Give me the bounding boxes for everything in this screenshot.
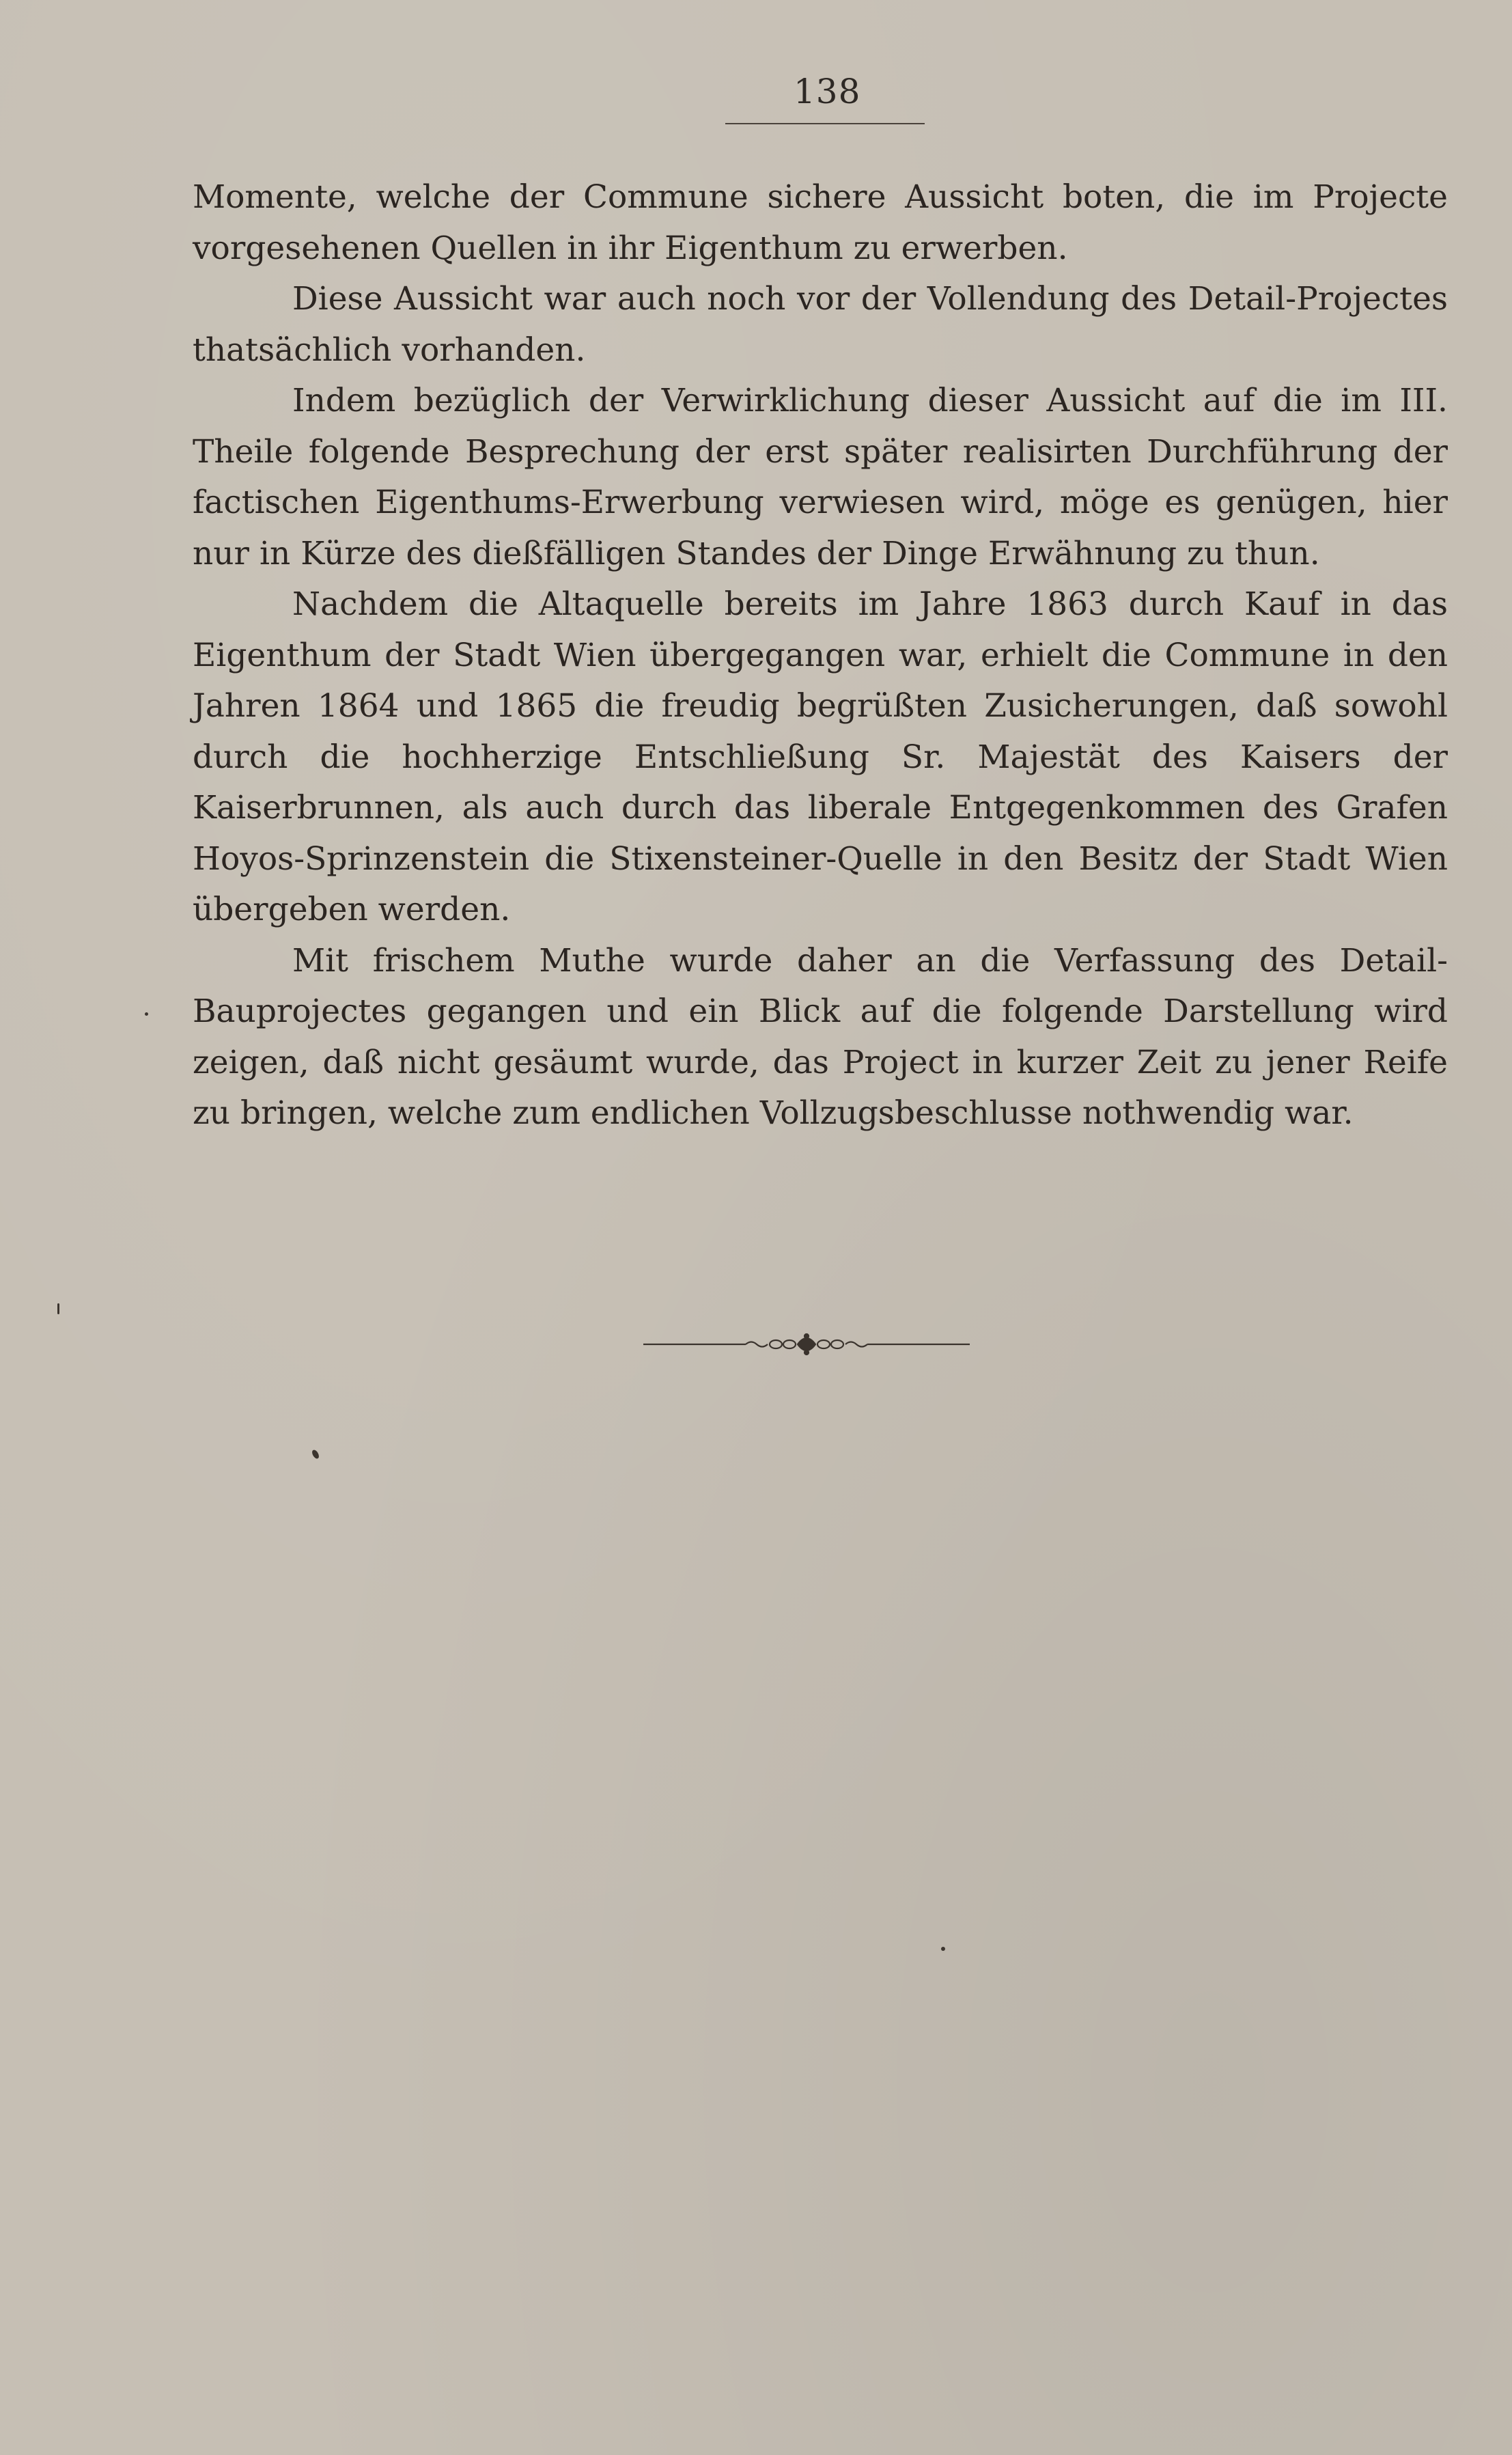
- paragraph: Indem bezüglich der Verwirklichung dieser Aussicht auf die im III. Theile folgende Besprechung der erst später realisirten Durchführung der factischen Eigenthums-Erwerbung verwiesen wird, möge es genügen, hier nur in Kürze des dießfälligen Standes der Dinge Erwähnung zu thun.: [193, 382, 1448, 572]
- page-number: 138: [794, 72, 861, 111]
- section-end-ornament: [643, 1331, 970, 1358]
- paper-speck: [311, 1449, 320, 1460]
- paper-speck: [145, 1012, 148, 1016]
- paragraph: Nachdem die Altaquelle bereits im Jahre 1863 durch Kauf in das Eigenthum der Stadt Wien übergegangen war, erhielt die Commune in den Jahren 1864 und 1865 die freudig begrüßten Zusicherungen, daß sowohl durch die hochherzige Entschließung Sr. Majestät des Kaisers der Kaiserbrunnen, als auch durch das liberale Entgegenkommen des Grafen Hoyos-Sprinzenstein die Stixensteiner-Quelle in den Besitz der Stadt Wien übergeben werden.: [193, 585, 1448, 928]
- paragraph: Mit frischem Muthe wurde daher an die Verfassung des Detail-Bauprojectes gegangen und ein Blick auf die folgende Darstellung wird zeigen, daß nicht gesäumt wurde, das Project in kurzer Zeit zu jener Reife zu bringen, welche zum endlichen Vollzugsbeschlusse nothwendig war.: [193, 941, 1448, 1132]
- paragraph: Momente, welche der Commune sichere Aussicht boten, die im Projecte vorgesehenen Quellen in ihr Eigenthum zu erwerben.: [193, 178, 1448, 267]
- paragraph: Diese Aussicht war auch noch vor der Vollendung des Detail-Projectes thatsächlich vorhanden.: [193, 280, 1448, 369]
- paper-speck: [57, 1303, 59, 1314]
- body-text: [193, 172, 1448, 1139]
- header-rule: [725, 123, 925, 124]
- paper-speck: [941, 1947, 945, 1951]
